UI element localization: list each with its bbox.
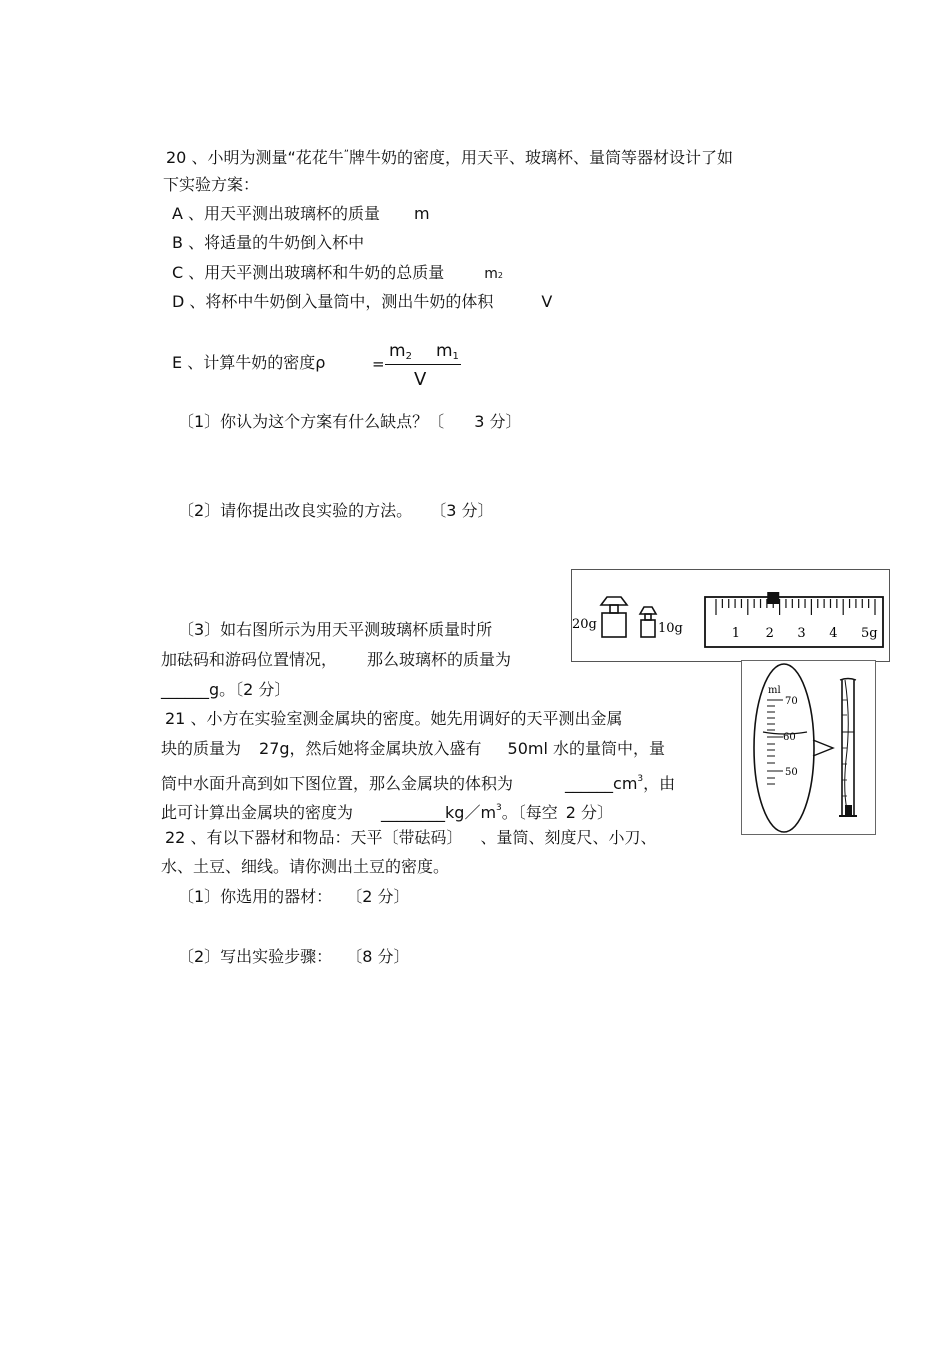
q20-sub3-line1: 〔3〕如右图所示为用天平测玻璃杯质量时所: [178, 620, 493, 639]
q20-step-d: D 、将杯中牛奶倒入量筒中，测出牛奶的体积 V: [172, 292, 553, 311]
q20-sub3-line3: ______g。〔2 分〕: [161, 680, 291, 699]
q20-line2: 下实验方案：: [163, 175, 260, 194]
q20-step-b: B 、将适量的牛奶倒入杯中: [172, 233, 365, 252]
cylinder-label-60: 60: [783, 732, 796, 743]
q21-line4: 此可计算出金属块的密度为 $\_\_\_\_\_\_\_\_kg/m^3$。〔每空 2 分〕: [161, 803, 614, 822]
rider-marker: [767, 592, 779, 604]
weight-20g-label: 20g: [572, 617, 597, 632]
q20-step-e: E 、计算牛奶的密度ρ: [172, 353, 326, 372]
cylinder-unit-label: ml: [768, 685, 781, 696]
q22-sub1: 〔1〕你选用的器材： 〔2 分〕: [178, 887, 410, 906]
weight-10g-label: 10g: [658, 621, 683, 636]
density-denominator: V: [414, 369, 427, 390]
q21-line2: 块的质量为 27g，然后她将金属块放入盛有 50ml 水的量筒中，量: [161, 739, 666, 758]
q20-step-a: A 、用天平测出玻璃杯的质量 m: [172, 204, 430, 223]
q20-sub1: 〔1〕你认为这个方案有什么缺点？〔 3 分〕: [178, 412, 522, 431]
q21-line1: 21 、小方在实验室测金属块的密度。她先用调好的天平测出金属: [165, 709, 623, 728]
q22-line2: 水、土豆、细线。请你测出土豆的密度。: [161, 857, 450, 876]
scale-label: 2: [765, 626, 774, 641]
cylinder-label-70: 70: [785, 696, 798, 707]
q20-sub3-line2: 加砝码和游码位置情况， 那么玻璃杯的质量为: [161, 650, 512, 669]
q20-line1: 20 、小明为测量“花花牛$^ˮ$牌牛奶的密度，用天平、玻璃杯、量筒等器材设计了如: [166, 148, 733, 167]
q20-sub2: 〔2〕请你提出改良实验的方法。 〔3 分〕: [178, 501, 494, 520]
balance-weights-figure: [571, 569, 891, 663]
q20-step-c: C 、用天平测出玻璃杯和牛奶的总质量 m2: [172, 263, 503, 282]
density-equals-sign: =: [372, 355, 385, 373]
scale-label: 4: [829, 626, 838, 641]
scale-label: 1: [731, 626, 741, 641]
q21-line3: 筒中水面升高到如下图位置，那么金属块的体积为 $\_\_\_\_\_\_cm^3$，由: [161, 774, 676, 793]
cylinder-label-50: 50: [785, 767, 798, 778]
q22-sub2: 〔2〕写出实验步骤： 〔8 分〕: [178, 947, 410, 966]
q22-line1: 22 、有以下器材和物品：天平〔带砝码〕 、量筒、刻度尺、小刀、: [165, 828, 657, 847]
fraction-bar: [385, 364, 461, 365]
graduated-cylinder-figure: [741, 660, 877, 836]
scale-label: 3: [797, 626, 806, 641]
scale-label: 5g: [861, 626, 878, 641]
density-numerator: $m_2$ $m_1$: [389, 341, 459, 362]
